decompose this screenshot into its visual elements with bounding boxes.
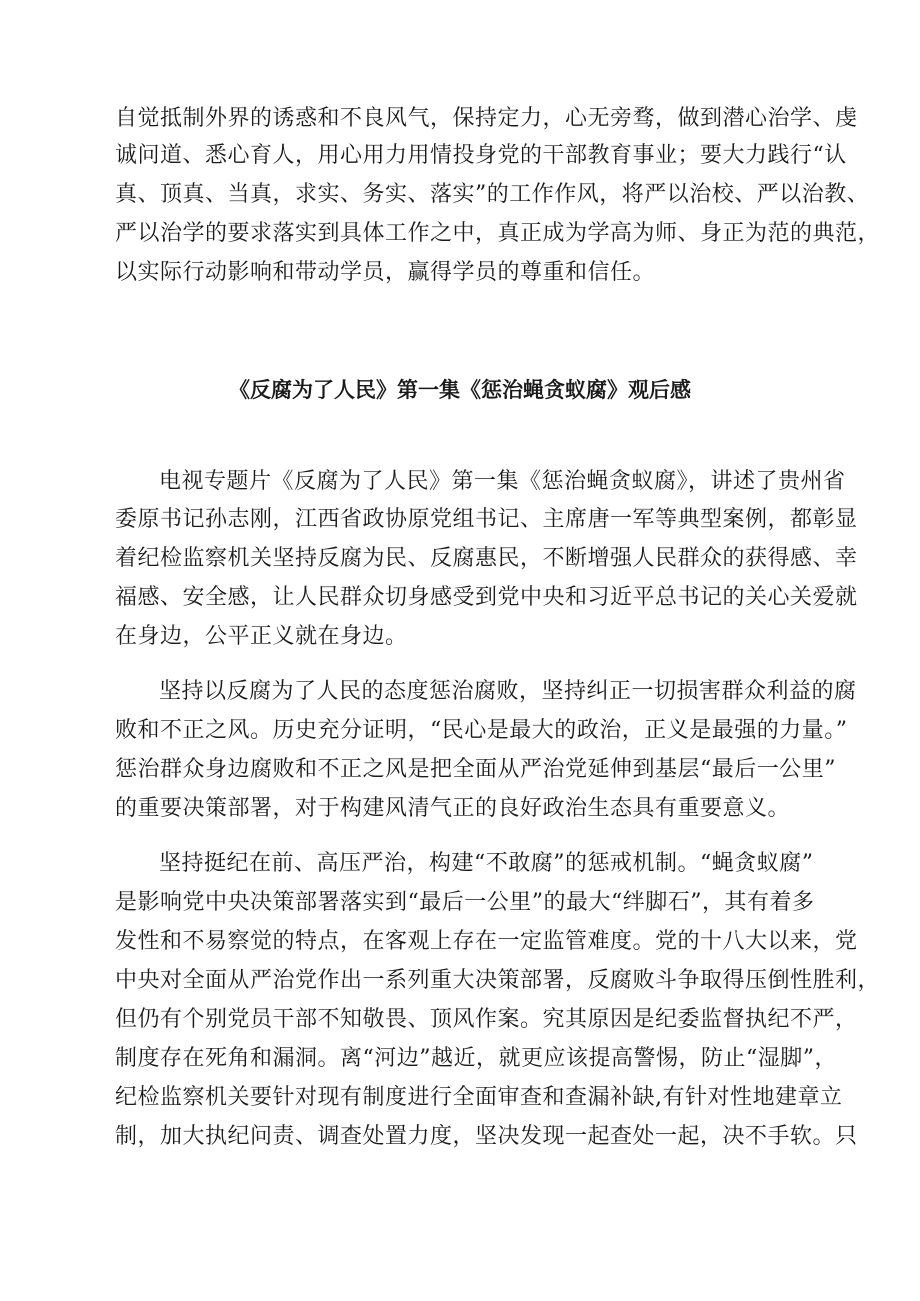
text-line: 坚持以反腐为了人民的态度惩治腐败，坚持纠正一切损害群众利益的腐 [159,679,857,704]
text-line: 惩治群众身边腐败和不正之风是把全面从严治党延伸到基层“最后一公里” [115,757,836,782]
text-line: 诚问道、悉心育人，用心用力用情投身党的干部教育事业；要大力践行“认 [115,143,847,168]
text-line: 坚持挺纪在前、高压严治，构建“不敢腐”的惩戒机制。“蝇贪蚁腐” [159,851,814,876]
text-line: 纪检监察机关要针对现有制度进行全面审查和查漏补缺,有针对性地建章立 [115,1085,843,1110]
text-line: 着纪检监察机关坚持反腐为民、反腐惠民，不断增强人民群众的获得感、幸 [115,546,858,571]
text-line: 发性和不易察觉的特点，在客观上存在一定监管难度。党的十八大以来，党 [115,929,858,954]
text-line: 在身边，公平正义就在身边。 [115,624,408,649]
text-line: 败和不正之风。历史充分证明，“民心是最大的政治，正义是最强的力量。” [115,718,848,743]
text-line: 中央对全面从严治党作出一系列重大决策部署，反腐败斗争取得压倒性胜利， [115,968,881,993]
text-line: 但仍有个别党员干部不知敬畏、顶风作案。究其原因是纪委监督执纪不严， [115,1007,858,1032]
text-line: 福感、安全感，让人民群众切身感受到党中央和习近平总书记的关心关爱就 [115,585,858,610]
text-line: 自觉抵制外界的诱惑和不良风气，保持定力，心无旁骛，做到潜心治学、虔 [115,106,858,131]
text-line: 严以治学的要求落实到具体工作之中，真正成为学高为师、身正为范的典范， [115,221,881,246]
text-line: 制，加大执纪问责、调查处置力度，坚决发现一起查处一起，决不手软。只 [115,1124,858,1149]
text-line: 制度存在死角和漏洞。离“河边”越近，就更应该提高警惕，防止“湿脚”， [115,1046,837,1071]
text-line: 真、顶真、当真，求实、务实、落实”的工作作风，将严以治校、严以治教、 [115,182,870,207]
text-line: 委原书记孙志刚，江西省政协原党组书记、主席唐一军等典型案例，都彰显 [115,507,858,532]
text-line: 以实际行动影响和带动学员，赢得学员的尊重和信任。 [115,260,656,285]
text-line: 的重要决策部署，对于构建风清气正的良好政治生态具有重要意义。 [115,796,791,821]
text-line: 是影响党中央决策部署落实到“最后一公里”的最大“绊脚石”，其有着多 [115,890,815,915]
text-line: 电视专题片《反腐为了人民》第一集《惩治蝇贪蚁腐》，讲述了贵州省 [159,469,846,494]
article-title: 《反腐为了人民》第一集《惩治蝇贪蚁腐》观后感 [229,378,691,402]
